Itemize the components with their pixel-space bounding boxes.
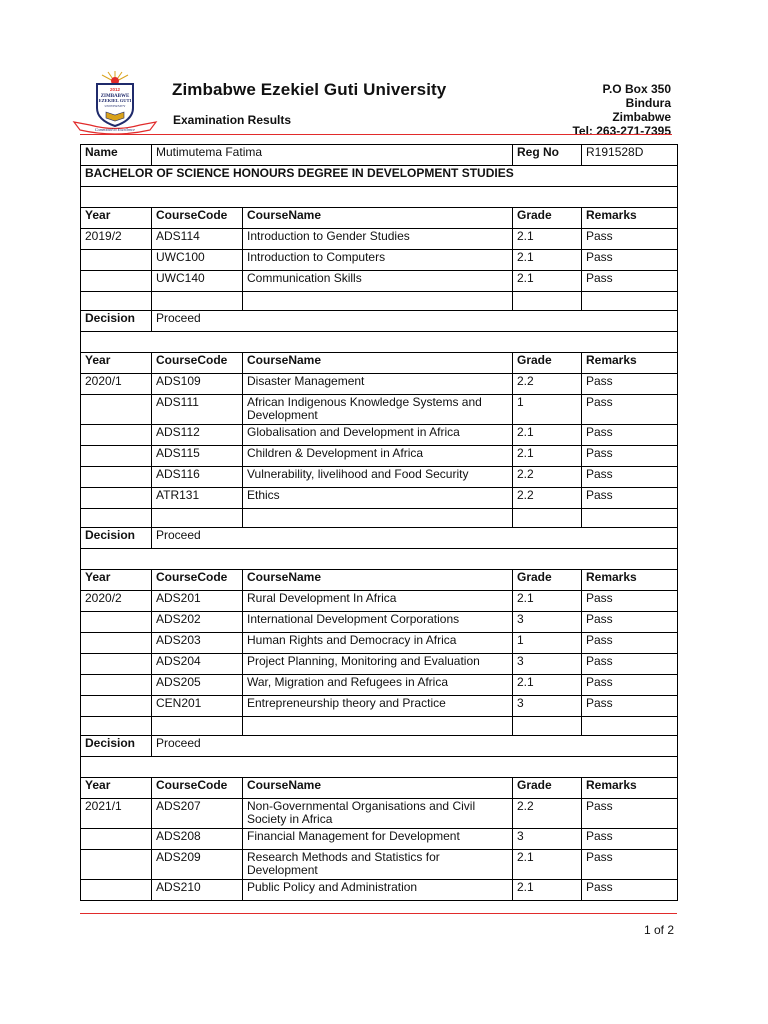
col-course-name: CourseName bbox=[243, 353, 513, 374]
course-row bbox=[81, 488, 678, 509]
col-year: Year bbox=[81, 208, 152, 229]
course-code: ADS109 bbox=[152, 374, 243, 395]
course-remarks: Pass bbox=[582, 374, 678, 395]
course-name: Globalisation and Development in Africa bbox=[243, 425, 513, 446]
course-grade: 1 bbox=[513, 633, 582, 654]
course-grade: 2.1 bbox=[513, 250, 582, 271]
semester-year: 2020/1 bbox=[81, 374, 152, 395]
name-label: Name bbox=[81, 145, 152, 166]
course-name: War, Migration and Refugees in Africa bbox=[243, 675, 513, 696]
col-remarks: Remarks bbox=[582, 570, 678, 591]
course-grade: 2.1 bbox=[513, 675, 582, 696]
course-grade: 3 bbox=[513, 829, 582, 850]
address-block bbox=[572, 82, 671, 138]
course-row bbox=[81, 829, 678, 850]
course-row bbox=[81, 395, 678, 425]
course-remarks: Pass bbox=[582, 271, 678, 292]
logo-line3: UNIVERSITY bbox=[104, 104, 126, 108]
course-grade: 2.2 bbox=[513, 467, 582, 488]
empty-row bbox=[81, 292, 678, 311]
col-year: Year bbox=[81, 353, 152, 374]
course-row bbox=[81, 633, 678, 654]
course-code: ADS204 bbox=[152, 654, 243, 675]
course-name: Introduction to Computers bbox=[243, 250, 513, 271]
course-name: Financial Management for Development bbox=[243, 829, 513, 850]
spacer-row bbox=[81, 332, 678, 353]
university-logo bbox=[70, 70, 160, 136]
course-grade: 2.1 bbox=[513, 229, 582, 250]
course-code: ADS209 bbox=[152, 850, 243, 880]
address-telephone: Tel: 263-271-7395 bbox=[572, 124, 671, 138]
col-remarks: Remarks bbox=[582, 778, 678, 799]
semester-year: 2020/2 bbox=[81, 591, 152, 612]
results-table bbox=[80, 144, 678, 901]
course-code: ADS207 bbox=[152, 799, 243, 829]
course-grade: 2.1 bbox=[513, 591, 582, 612]
decision-row bbox=[81, 311, 678, 332]
course-remarks: Pass bbox=[582, 395, 678, 425]
course-code: ADS115 bbox=[152, 446, 243, 467]
course-name: African Indigenous Knowledge Systems and Development bbox=[243, 395, 513, 425]
course-name: Public Policy and Administration bbox=[243, 880, 513, 901]
column-header-row bbox=[81, 208, 678, 229]
course-name: Entrepreneurship theory and Practice bbox=[243, 696, 513, 717]
col-grade: Grade bbox=[513, 778, 582, 799]
course-row bbox=[81, 799, 678, 829]
decision-label: Decision bbox=[81, 528, 152, 549]
footer-divider bbox=[80, 913, 677, 914]
reg-no-value: R191528D bbox=[582, 145, 678, 166]
course-row bbox=[81, 467, 678, 488]
course-remarks: Pass bbox=[582, 633, 678, 654]
address-po-box: P.O Box 350 bbox=[602, 82, 671, 96]
course-name: Ethics bbox=[243, 488, 513, 509]
decision-label: Decision bbox=[81, 736, 152, 757]
col-course-name: CourseName bbox=[243, 778, 513, 799]
course-remarks: Pass bbox=[582, 612, 678, 633]
course-grade: 2.1 bbox=[513, 850, 582, 880]
course-grade: 2.1 bbox=[513, 271, 582, 292]
logo-motto: Committed to Excellence bbox=[95, 127, 135, 132]
university-name: Zimbabwe Ezekiel Guti University bbox=[172, 80, 447, 99]
course-grade: 1 bbox=[513, 395, 582, 425]
course-remarks: Pass bbox=[582, 446, 678, 467]
logo-line2: EZEKIEL GUTI bbox=[98, 98, 132, 103]
course-row bbox=[81, 374, 678, 395]
col-course-code: CourseCode bbox=[152, 208, 243, 229]
course-grade: 2.1 bbox=[513, 880, 582, 901]
address-country: Zimbabwe bbox=[612, 110, 671, 124]
course-row bbox=[81, 250, 678, 271]
course-code: ADS114 bbox=[152, 229, 243, 250]
course-code: ADS201 bbox=[152, 591, 243, 612]
course-name: Introduction to Gender Studies bbox=[243, 229, 513, 250]
course-name: Rural Development In Africa bbox=[243, 591, 513, 612]
course-row bbox=[81, 675, 678, 696]
course-grade: 2.1 bbox=[513, 446, 582, 467]
course-remarks: Pass bbox=[582, 654, 678, 675]
col-course-code: CourseCode bbox=[152, 353, 243, 374]
course-grade: 3 bbox=[513, 696, 582, 717]
decision-value: Proceed bbox=[152, 311, 678, 332]
course-name: Research Methods and Statistics for Development bbox=[243, 850, 513, 880]
decision-row bbox=[81, 736, 678, 757]
col-course-code: CourseCode bbox=[152, 778, 243, 799]
col-year: Year bbox=[81, 570, 152, 591]
course-remarks: Pass bbox=[582, 467, 678, 488]
course-code: UWC140 bbox=[152, 271, 243, 292]
course-remarks: Pass bbox=[582, 880, 678, 901]
course-name: International Development Corporations bbox=[243, 612, 513, 633]
document-title: Examination Results bbox=[173, 113, 292, 127]
course-remarks: Pass bbox=[582, 250, 678, 271]
course-row bbox=[81, 696, 678, 717]
programme-row bbox=[81, 166, 678, 187]
empty-row bbox=[81, 509, 678, 528]
course-name: Children & Development in Africa bbox=[243, 446, 513, 467]
course-row bbox=[81, 880, 678, 901]
course-code: ADS202 bbox=[152, 612, 243, 633]
course-remarks: Pass bbox=[582, 696, 678, 717]
col-course-name: CourseName bbox=[243, 208, 513, 229]
course-remarks: Pass bbox=[582, 850, 678, 880]
course-remarks: Pass bbox=[582, 591, 678, 612]
course-code: CEN201 bbox=[152, 696, 243, 717]
spacer-row bbox=[81, 757, 678, 778]
course-code: ADS210 bbox=[152, 880, 243, 901]
logo-line1: ZIMBABWE bbox=[100, 94, 130, 99]
course-row bbox=[81, 612, 678, 633]
course-code: ADS205 bbox=[152, 675, 243, 696]
col-remarks: Remarks bbox=[582, 208, 678, 229]
course-code: UWC100 bbox=[152, 250, 243, 271]
reg-no-label: Reg No bbox=[513, 145, 582, 166]
address-town: Bindura bbox=[625, 96, 671, 110]
student-name: Mutimutema Fatima bbox=[152, 145, 513, 166]
course-remarks: Pass bbox=[582, 229, 678, 250]
course-code: ATR131 bbox=[152, 488, 243, 509]
course-code: ADS111 bbox=[152, 395, 243, 425]
course-row bbox=[81, 425, 678, 446]
column-header-row bbox=[81, 570, 678, 591]
course-name: Communication Skills bbox=[243, 271, 513, 292]
col-grade: Grade bbox=[513, 353, 582, 374]
student-info-row bbox=[81, 145, 678, 166]
spacer-row bbox=[81, 549, 678, 570]
decision-label: Decision bbox=[81, 311, 152, 332]
col-course-name: CourseName bbox=[243, 570, 513, 591]
course-remarks: Pass bbox=[582, 829, 678, 850]
course-code: ADS112 bbox=[152, 425, 243, 446]
decision-value: Proceed bbox=[152, 736, 678, 757]
course-remarks: Pass bbox=[582, 675, 678, 696]
course-remarks: Pass bbox=[582, 425, 678, 446]
course-name: Vulnerability, livelihood and Food Security bbox=[243, 467, 513, 488]
course-code: ADS203 bbox=[152, 633, 243, 654]
course-name: Non-Governmental Organisations and Civil Society in Africa bbox=[243, 799, 513, 829]
course-grade: 3 bbox=[513, 612, 582, 633]
course-row bbox=[81, 271, 678, 292]
logo-year: 2012 bbox=[109, 87, 121, 92]
course-grade: 2.1 bbox=[513, 425, 582, 446]
course-row bbox=[81, 654, 678, 675]
course-code: ADS116 bbox=[152, 467, 243, 488]
course-name: Disaster Management bbox=[243, 374, 513, 395]
spacer-row bbox=[81, 187, 678, 208]
course-name: Human Rights and Democracy in Africa bbox=[243, 633, 513, 654]
empty-row bbox=[81, 717, 678, 736]
col-remarks: Remarks bbox=[582, 353, 678, 374]
semester-year: 2021/1 bbox=[81, 799, 152, 829]
col-grade: Grade bbox=[513, 208, 582, 229]
decision-row bbox=[81, 528, 678, 549]
course-remarks: Pass bbox=[582, 799, 678, 829]
course-remarks: Pass bbox=[582, 488, 678, 509]
course-grade: 2.2 bbox=[513, 374, 582, 395]
course-row bbox=[81, 446, 678, 467]
course-grade: 2.2 bbox=[513, 799, 582, 829]
col-course-code: CourseCode bbox=[152, 570, 243, 591]
course-row bbox=[81, 229, 678, 250]
column-header-row bbox=[81, 353, 678, 374]
course-name: Project Planning, Monitoring and Evaluation bbox=[243, 654, 513, 675]
course-code: ADS208 bbox=[152, 829, 243, 850]
header-divider bbox=[80, 134, 672, 135]
course-row bbox=[81, 850, 678, 880]
programme-name: BACHELOR OF SCIENCE HONOURS DEGREE IN DEVELOPMENT STUDIES bbox=[81, 166, 678, 187]
col-year: Year bbox=[81, 778, 152, 799]
decision-value: Proceed bbox=[152, 528, 678, 549]
page-number: 1 of 2 bbox=[643, 923, 674, 937]
course-grade: 2.2 bbox=[513, 488, 582, 509]
course-row bbox=[81, 591, 678, 612]
course-grade: 3 bbox=[513, 654, 582, 675]
semester-year: 2019/2 bbox=[81, 229, 152, 250]
column-header-row bbox=[81, 778, 678, 799]
col-grade: Grade bbox=[513, 570, 582, 591]
